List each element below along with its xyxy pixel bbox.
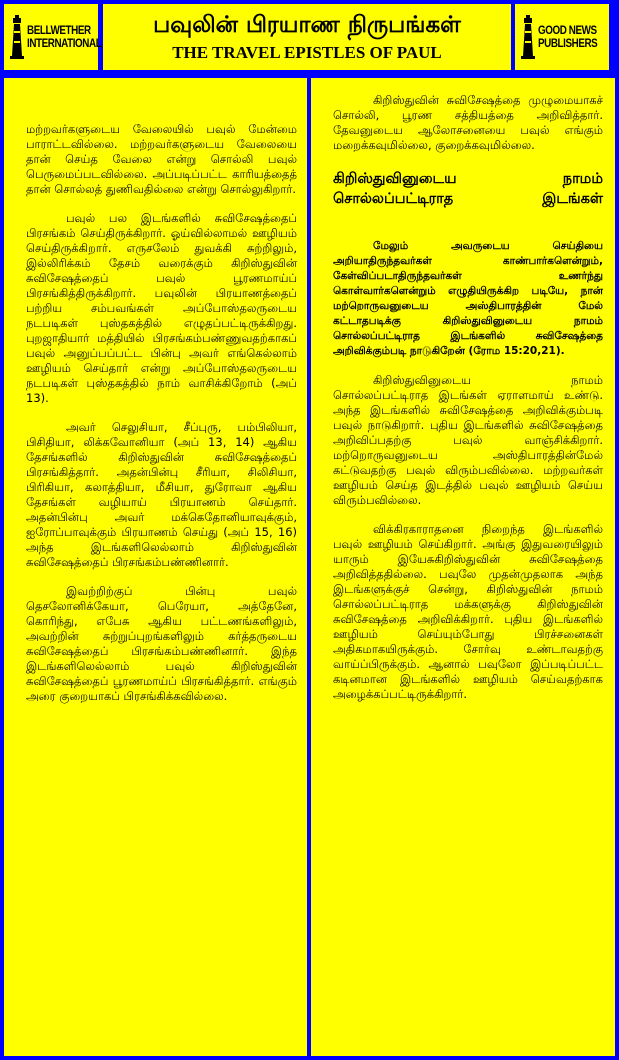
paragraph: பவுல் பல இடங்களில் சுவிசேஷத்தைப் பிரசங்கம் செய்திருக்கிறார். ஓய்வில்லாமல் ஊழியம் செய்திருக்கிறார். எருசலேம் துவக்கி சுற்றிலும், இல்லிரிக்கம் தேசம் வரைக்கும் கிறிஸ்துவின் சுவிசேஷத்தைப் பவுல் பூரணமாய்ப் பிரசங்கித்திருக்கிறார். பவுலின் பிரயாணத்தைப் பற்றிய சம்பவங்கள் அப்போஸ்தலருடைய நடபடிகள் புஸ்தகத்தில் எழுதப்பட்டிருக்கிறது. புறஜாதியார் மத்தியில் பிரசங்கம்பண்ணுவதற்காகப் பவுல் அனுப்பப்பட்ட பின்பு அவர் எங்கெல்லாம் ஊழியம் செய்தார் என்று அப்போஸ்தலருடைய நடபடிகள் புஸ்தகத்தில் நாம் வாசிக்கிறோம் (அப் 13). [26,211,297,405]
section-heading: கிறிஸ்துவினுடைய நாமம் சொல்லப்பட்டிராத இடங்கள் [333,171,603,207]
paragraph: கிறிஸ்துவினுடைய நாமம் சொல்லப்பட்டிராத இடங்கள் ஏராளமாய் உண்டு. அந்த இடங்களில் சுவிசேஷத்தை அறிவிக்கும்படி பவுல் நாடுகிறார். புதிய இடங்களில் சுவிசேஷத்தை அறிவிப்பதற்கு பவுல் வாஞ்சிக்கிறார். மற்றொருவனுடைய அஸ்திபாரத்தின்மேல் கட்டுவதற்கு பவுல் விரும்பவில்லை. மற்றவர்கள் ஊழியம் செய்த இடத்தில் பவுல் ஊழியம் செய்ய விரும்பவில்லை. [333,373,603,507]
logo-line-1: GOOD NEWS [538,23,597,37]
lighthouse-icon [521,15,535,59]
logo-line-2: PUBLISHERS [538,36,598,50]
paragraph: கிறிஸ்துவின் சுவிசேஷத்தை முழுமையாகச் சொல்லி, பூரண சத்தியத்தை அறிவித்தார். தேவனுடைய ஆலோசனையை பவுல் எங்கும் மறைக்கவுமில்லை, குறைக்கவுமில்லை. [333,93,603,152]
page-title-english: THE TRAVEL EPISTLES OF PAUL [172,43,442,62]
paragraph: மற்றவர்களுடைய வேலையில் பவுல் மேன்மை பாராட்டவில்லை. மற்றவர்களுடைய வேலையை தான் செய்த வேலை என்று சொல்லி பவுல் பெருமைப்படவில்லை. அப்படிப்பட்ட காரியத்தைத் தான் சொல்லத் துணிவதில்லை என்று சொல்லுகிறார். [26,122,297,196]
logo-line-1: BELLWETHER [27,23,91,37]
paragraph: அவர் செலுசியா, சீப்புரு, பம்பிலியா, பிசிதியா, லிக்கவோனியா (அப் 13, 14) ஆகிய தேசங்களில் கிறிஸ்துவின் சுவிசேஷத்தைப் பிரசங்கித்தார். அதன்பின்பு சீரியா, சிலிசியா, பிரிகியா, கலாத்தியா, மீசியா, துரோவா ஆகிய தேசங்கள் வழியாய் பிரயாணம் செய்தார். அதன்பின்பு அவர் மக்கெதோனியாவுக்கும், ஐரோப்பாவுக்கும் பிரயாணம் செய்து (அப் 15, 16) அந்த இடங்களிலெல்லாம் கிறிஸ்துவின் சுவிசேஷத்தைப் பிரசங்கம்பண்ணினார். [26,420,297,569]
page-title-tamil: பவுலின் பிரயாண நிருபங்கள் [153,12,461,38]
scripture-quote: மேலும் அவருடைய செய்தியை அறியாதிருந்தவர்கள் காண்பார்களென்றும், கேள்விப்படாதிருந்தவர்கள் உணர்ந்து கொள்வார்களென்றும் எழுதியிருக்கிற படியே, நான் மற்றொருவனுடைய அஸ்திபாரத்தின் மேல் கட்டாதபடிக்கு கிறிஸ்துவினுடைய நாமம் சொல்லப்பட்டிராத இடங்களில் சுவிசேஷத்தை அறிவிக்கும்படி நாடுகிறேன் (ரோம 15:20,21). [333,240,603,357]
lighthouse-icon [10,15,24,59]
logo-line-2: INTERNATIONAL [27,36,102,50]
bellwether-logo [4,4,102,70]
paragraph: இவற்றிற்குப் பின்பு பவுல் தெசலோனிக்கேயா, பெரேயா, அத்தேனே, கொரிந்து, எபேசு ஆகிய பட்டணங்களிலும், அவற்றின் சுற்றுப்புறங்களிலும் கர்த்தருடைய சுவிசேஷத்தைப் பிரசங்கம்பண்ணினார். இந்த இடங்களிலெல்லாம் பவுல் கிறிஸ்துவின் சுவிசேஷத்தைப் பூரணமாய்ப் பிரசங்கித்தார். எங்கும் அரை குறையாகப் பிரசங்கிக்கவில்லை. [26,584,297,703]
left-column [4,78,307,1056]
paragraph: விக்கிரகாராதனை நிறைந்த இடங்களில் பவுல் ஊழியம் செய்கிறார். அங்கு இதுவரையிலும் யாரும் இயேசுகிறிஸ்துவின் சுவிசேஷத்தை அறிவித்ததில்லை. பவுலே முதன்முதலாக அந்த இடங்களுக்குச் சென்று, கிறிஸ்துவின் நாமம் சொல்லப்பட்டிராத மக்களுக்கு கிறிஸ்துவின் சுவிசேஷத்தை அறிவிக்கிறார். புதிய இடங்களில் ஊழியம் செய்யும்போது பிரச்சனைகள் அதிகமாகயிருக்கும். சோர்வு உண்டாவதற்கு வாய்ப்பிருக்கும். ஆனால் பவுலோ இப்படிப்பட்ட கடினமான இடங்களில் ஊழியம் செய்வதற்காக அழைக்கப்பட்டிருக்கிறார். [333,522,603,701]
title-banner [103,4,511,70]
good-news-logo [515,4,609,70]
right-column [311,78,615,1056]
